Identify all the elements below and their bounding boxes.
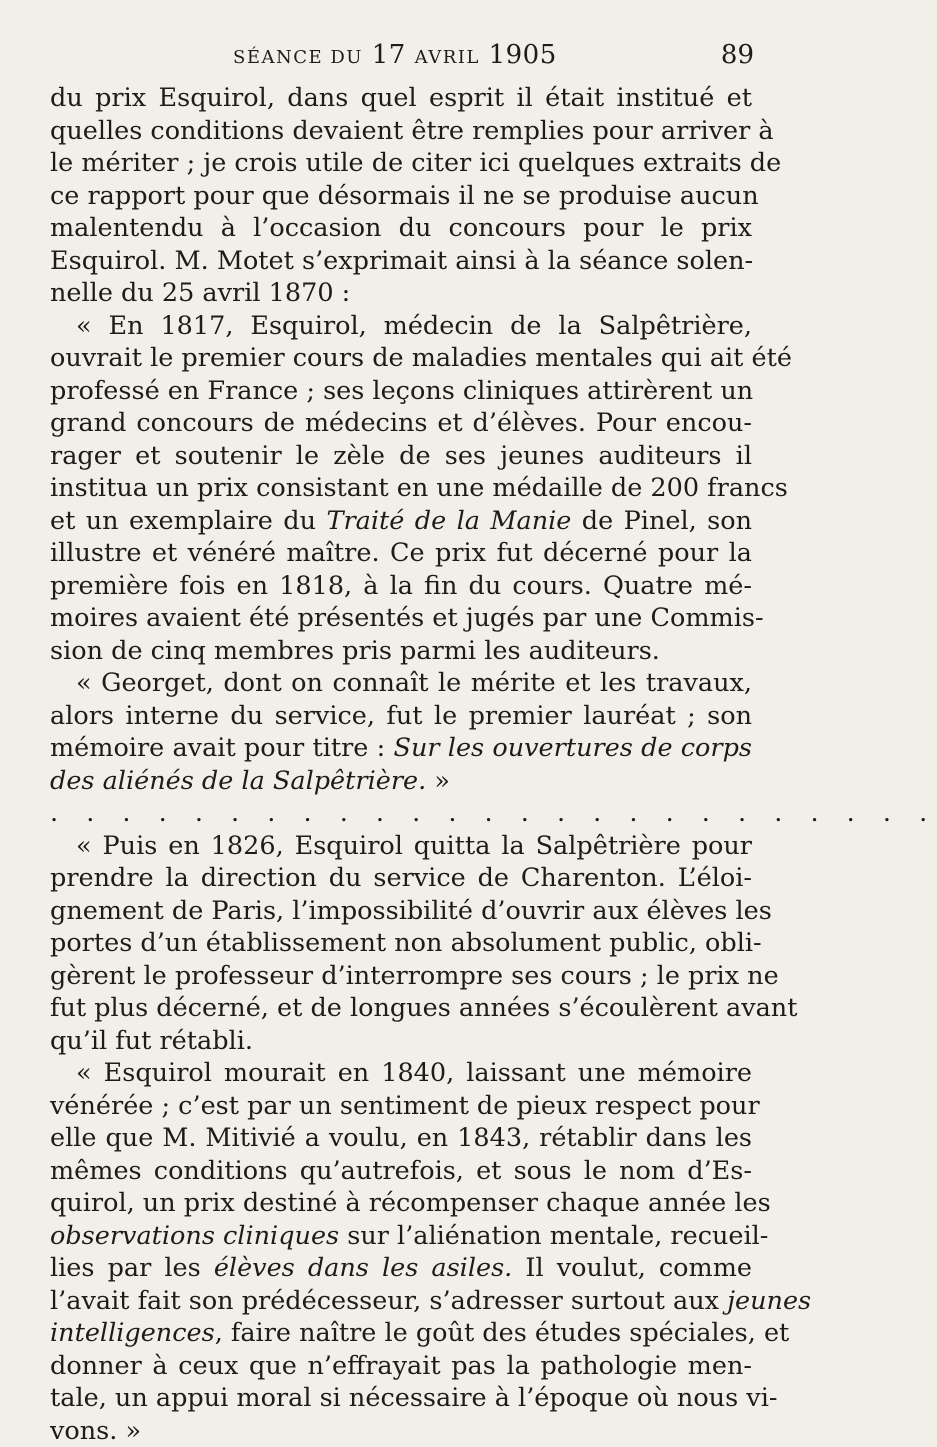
text-line: [50, 765, 752, 798]
text-line: « En 1817, Esquirol, médecin de la Salpêtrière,: [50, 310, 752, 343]
running-title-month: AVRIL: [415, 47, 480, 68]
text-line: [50, 1317, 752, 1350]
text-line: quirol, un prix destiné à récompenser chaque année les: [50, 1187, 752, 1220]
italic-segment: observations cliniques: [50, 1221, 339, 1251]
text-segment: lies par les: [50, 1253, 214, 1283]
page-number: 89: [721, 40, 754, 70]
text-line: prendre la direction du service de Charenton. L’éloi-: [50, 862, 752, 895]
text-line: mêmes conditions qu’autrefois, et sous le nom d’Es-: [50, 1155, 752, 1188]
italic-segment: jeunes: [727, 1286, 811, 1316]
text-line: [50, 1285, 752, 1318]
text-line: moires avaient été présentés et jugés par une Commis-: [50, 602, 752, 635]
text-line: qu’il fut rétabli.: [50, 1025, 752, 1058]
text-line: « Georget, dont on connaît le mérite et les travaux,: [50, 667, 752, 700]
text-line: Esquirol. M. Motet s’exprimait ainsi à la séance solen-: [50, 245, 752, 278]
text-line: elle que M. Mitivié a voulu, en 1843, rétablir dans les: [50, 1122, 752, 1155]
text-line: grand concours de médecins et d’élèves. Pour encou-: [50, 407, 752, 440]
text-line: professé en France ; ses leçons cliniques attirèrent un: [50, 375, 752, 408]
text-line: « Puis en 1826, Esquirol quitta la Salpêtrière pour: [50, 830, 752, 863]
running-header: [0, 40, 800, 74]
italic-segment: Traité de la Manie: [326, 506, 571, 536]
running-title-day: 17: [372, 40, 406, 70]
text-line: le mériter ; je crois utile de citer ici quelques extraits de: [50, 147, 752, 180]
text-line: ouvrait le premier cours de maladies mentales qui ait été: [50, 342, 752, 375]
italic-segment: Sur les ouvertures de corps: [393, 733, 752, 763]
body-text: [50, 82, 752, 1447]
text-line: tale, un appui moral si nécessaire à l’époque où nous vi-: [50, 1382, 752, 1415]
text-line: gèrent le professeur d’interrompre ses cours ; le prix ne: [50, 960, 752, 993]
text-line: « Esquirol mourait en 1840, laissant une mémoire: [50, 1057, 752, 1090]
text-line: institua un prix consistant en une médaille de 200 francs: [50, 472, 752, 505]
text-segment: et un exemplaire du: [50, 506, 326, 536]
italic-segment: intelligences: [50, 1318, 215, 1348]
text-segment: »: [426, 766, 450, 796]
running-title: [233, 40, 557, 70]
text-segment: l’avait fait son prédécesseur, s’adresser surtout aux: [50, 1286, 727, 1316]
text-line: [50, 732, 752, 765]
text-line: nelle du 25 avril 1870 :: [50, 277, 752, 310]
text-segment: sur l’aliénation mentale, recueil-: [339, 1221, 768, 1251]
text-line: [50, 505, 752, 538]
text-line: quelles conditions devaient être remplies pour arriver à: [50, 115, 752, 148]
italic-segment: élèves dans les asiles.: [214, 1253, 512, 1283]
text-line: portes d’un établissement non absolument public, obli-: [50, 927, 752, 960]
text-segment: Il voulut, comme: [512, 1253, 752, 1283]
text-line: illustre et vénéré maître. Ce prix fut décerné pour la: [50, 537, 752, 570]
text-line: alors interne du service, fut le premier lauréat ; son: [50, 700, 752, 733]
running-title-year: 1905: [489, 40, 557, 70]
running-title-seance: SÉANCE DU: [233, 47, 363, 68]
text-segment: mémoire avait pour titre :: [50, 733, 393, 763]
text-segment: , faire naître le goût des études spéciales, et: [215, 1318, 790, 1348]
text-line: du prix Esquirol, dans quel esprit il était institué et: [50, 82, 752, 115]
text-line: vénérée ; c’est par un sentiment de pieux respect pour: [50, 1090, 752, 1123]
text-line: [50, 1252, 752, 1285]
text-line: gnement de Paris, l’impossibilité d’ouvrir aux élèves les: [50, 895, 752, 928]
text-line: malentendu à l’occasion du concours pour le prix: [50, 212, 752, 245]
text-line: rager et soutenir le zèle de ses jeunes auditeurs il: [50, 440, 752, 473]
text-line: première fois en 1818, à la fin du cours. Quatre mé-: [50, 570, 752, 603]
text-line: . . . . . . . . . . . . . . . . . . . . . . . . .: [50, 797, 752, 830]
text-line: ce rapport pour que désormais il ne se produise aucun: [50, 180, 752, 213]
text-line: donner à ceux que n’effrayait pas la pathologie men-: [50, 1350, 752, 1383]
text-line: fut plus décerné, et de longues années s’écoulèrent avant: [50, 992, 752, 1025]
text-line: sion de cinq membres pris parmi les auditeurs.: [50, 635, 752, 668]
text-line: vons. »: [50, 1415, 752, 1447]
text-segment: de Pinel, son: [571, 506, 752, 536]
text-line: [50, 1220, 752, 1253]
italic-segment: des aliénés de la Salpêtrière.: [50, 766, 426, 796]
